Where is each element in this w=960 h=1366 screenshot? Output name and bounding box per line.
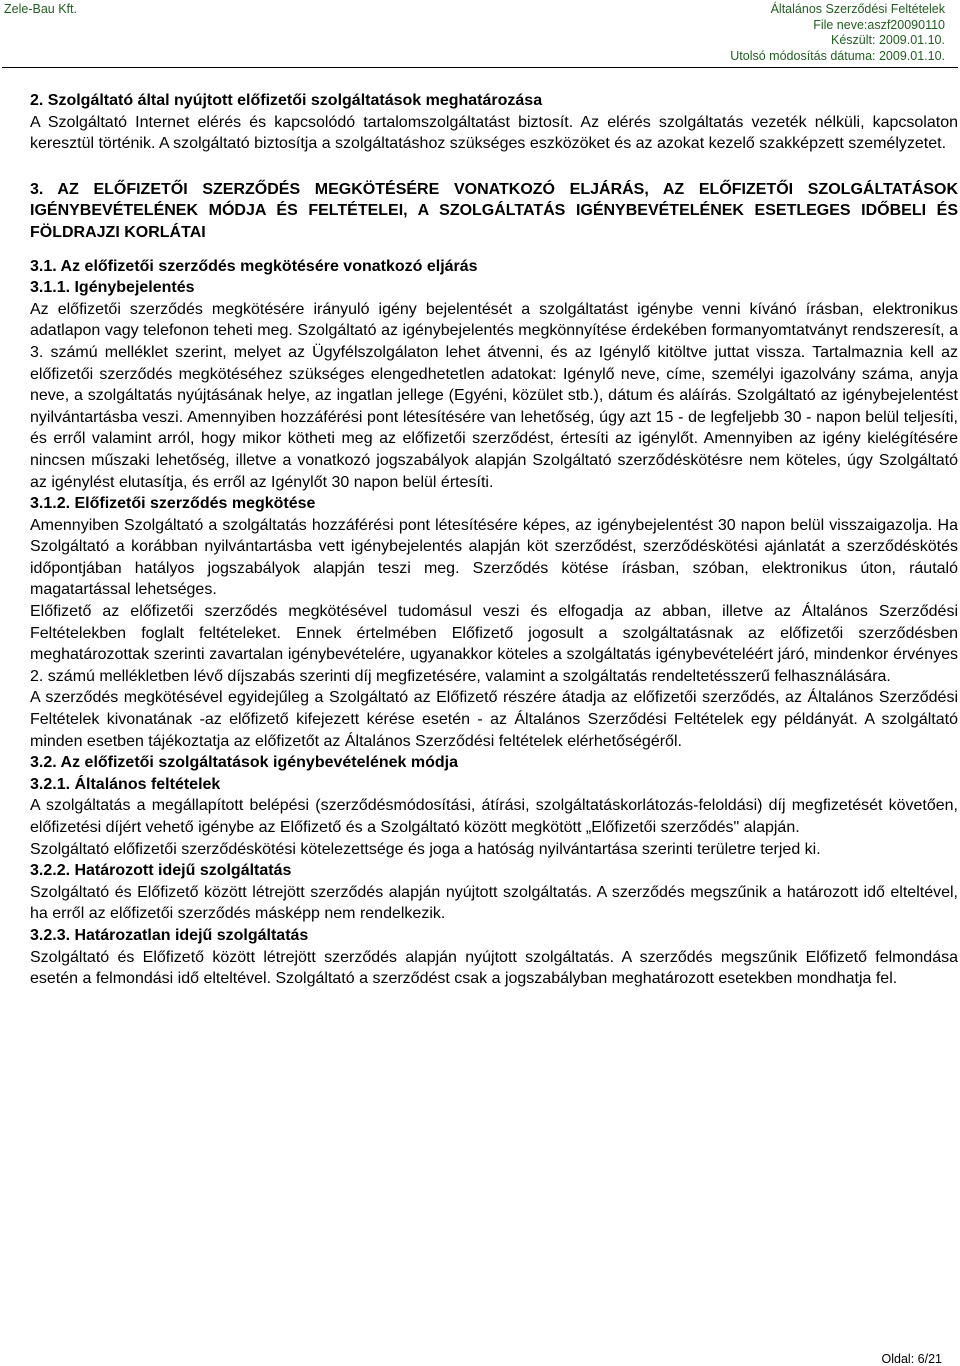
section-3-2-1-paragraph: Szolgáltató előfizetői szerződéskötési kötelezettsége és joga a hatóság nyilvántartása szerinti területre terjed ki. bbox=[30, 840, 821, 858]
section-3-1-2-paragraph: A szerződés megkötésével egyidejűleg a Szolgáltató az Előfizető részére átadja az előfizetői szerződés, az Általános Szerződési Feltételek kivonatának -az előfizető kifejezett kérése esetén - az Általános Szerződési Feltételek egy példányát. A szolgáltató minden esetben tájékoztatja az előfizetőt az Általános Szerződési feltételek elérhetőségéről. bbox=[30, 689, 958, 750]
section-3-1-2-paragraph: Előfizető az előfizetői szerződés megkötésével tudomásul veszi és elfogadja az abban, illetve az Általános Szerződési Feltételekben foglalt feltételeket. Ennek értelmében Előfizető jogosult a szolgáltatásnak az előfizetői szerződésben meghatározottak szerinti zavartalan igénybevételére, ugyanakkor köteles a szolgáltatás igénybevételéért járó, mindenkor érvényes 2. számú mellékletben lévő díjszabás szerinti díj megfizetésére, valamint a szolgáltatás rendeltetésszerű felhasználására. bbox=[30, 603, 958, 685]
section-3-2-1-paragraph: A szolgáltatás a megállapított belépési (szerződésmódosítási, átírási, szolgáltatáskorlátozás-feloldási) díj megfizetését követően, előfizetési díjért vehető igénybe az Előfizető és a Szolgáltató között megkötött „Előfizetői szerződés" alapján. bbox=[30, 797, 958, 836]
section-3-2-2-title: 3.2.2. Határozott idejű szolgáltatás bbox=[30, 862, 292, 880]
section-2-body: A Szolgáltató Internet elérés és kapcsolódó tartalomszolgáltatást biztosít. Az elérés szolgáltatás vezeték nélküli, kapcsolaton keresztül történik. A szolgáltató biztosítja a szolgáltatáshoz szükséges eszközöket és az azokat kezelő szakképzett személyzetet. bbox=[30, 113, 958, 153]
section-3-2-3-title: 3.2.3. Határozatlan idejű szolgáltatás bbox=[30, 926, 309, 944]
document-title: Általános Szerződési Feltételek bbox=[770, 2, 945, 16]
document-body bbox=[30, 90, 958, 990]
section-2-title: 2. Szolgáltató által nyújtott előfizetői szolgáltatások meghatározása bbox=[30, 92, 543, 109]
section-3-2-title: 3.2. Az előfizetői szolgáltatások igénybevételének módja bbox=[30, 754, 458, 772]
page-number: Oldal: 6/21 bbox=[881, 1352, 942, 1366]
section-3-1-1-body: Az előfizetői szerződés megkötésére irányuló igény bejelentését a szolgáltatást igénybe venni kívánó írásban, elektronikus adatlapon vagy telefonon teheti meg. Szolgáltató az igénybejelentés megkönnyítése érdekében formanyomtatványt rendszeresít, a 3. számú melléklet szerint, melyet az Ügyfélszolgálaton lehet átvenni, és az Igénylő kitöltve juttat vissza. Tartalmaznia kell az előfizetői szerződés megkötéséhez szükséges elengedhetetlen adatokat: Igénylő neve, címe, személyi igazolvány száma, anyja neve, a szolgáltatás nyújtásának helye, az ingatlan jellege (Egyéni, közület stb.), dátum és aláírás. Szolgáltató az igénybejelentést nyilvántartásba veszi. Amennyiben hozzáférési pont létesítésére van lehetőség, úgy azt 15 - de legfeljebb 30 - napon belül teljesíti, és erről valamint arról, hogy mikor kötheti meg az előfizetői szerződést, értesíti az igénylőt. Amennyiben az igény kielégítésére nincsen műszaki lehetőség, illetve a vonatkozó jogszabályok alapján Szolgáltató szerződéskötésre nem köteles, úgy Szolgáltató az igénylést elutasítja, és erről az Igénylőt 30 napon belül értesíti. bbox=[30, 300, 958, 491]
created-date: Készült: 2009.01.10. bbox=[831, 33, 945, 47]
section-3-1-2-paragraph: Amennyiben Szolgáltató a szolgáltatás hozzáférési pont létesítésére képes, az igénybejelentést 30 napon belül visszaigazolja. Ha Szolgáltató a korábban nyilvántartásba vett igénybejelentés alapján köt szerződést, szerződéskötési ajánlatát a szerződéskötés időpontjában hatályos jogszabályok alapján teszi meg. Szerződés kötése írásban, szóban, elektronikus úton, ráutaló magatartással lehetséges. bbox=[30, 516, 958, 599]
modified-date: Utolsó módosítás dátuma: 2009.01.10. bbox=[730, 48, 945, 63]
file-name: File neve:aszf20090110 bbox=[813, 17, 945, 32]
section-3-1-2-title: 3.1.2. Előfizetői szerződés megkötése bbox=[30, 495, 316, 513]
section-3-title: 3. AZ ELŐFIZETŐI SZERZŐDÉS MEGKÖTÉSÉRE VONATKOZÓ ELJÁRÁS, AZ ELŐFIZETŐI SZOLGÁLTATÁSOK IGÉNYBEVÉTELÉNEK MÓDJA ÉS FELTÉTELEI, A SZOLGÁLTATÁS IGÉNYBEVÉTELÉNEK ESETLEGES IDŐBELI ÉS FÖLDRAJZI KORLÁTAI bbox=[30, 180, 958, 241]
section-3-1-1-title: 3.1.1. Igénybejelentés bbox=[30, 279, 195, 297]
section-3-2-3-body: Szolgáltató és Előfizető között létrejött szerződés alapján nyújtott szolgáltatás. A szerződés megszűnik Előfizető felmondása esetén a felmondási idő elteltével. Szolgáltató a szerződést csak a jogszabályban meghatározott esetekben mondhatja fel. bbox=[30, 948, 958, 988]
section-3-2-2-body: Szolgáltató és Előfizető között létrejött szerződés alapján nyújtott szolgáltatás. A szerződés megszűnik a határozott idő elteltével, ha erről az előfizetői szerződés másképp nem rendelkezik. bbox=[30, 883, 958, 923]
company-name: Zele-Bau Kft. bbox=[4, 2, 77, 16]
document-meta bbox=[730, 2, 945, 64]
header-divider bbox=[2, 67, 958, 68]
section-3-1-title: 3.1. Az előfizetői szerződés megkötésére vonatkozó eljárás bbox=[30, 257, 478, 275]
page-header bbox=[0, 0, 960, 68]
section-3-2-1-title: 3.2.1. Általános feltételek bbox=[30, 775, 221, 793]
